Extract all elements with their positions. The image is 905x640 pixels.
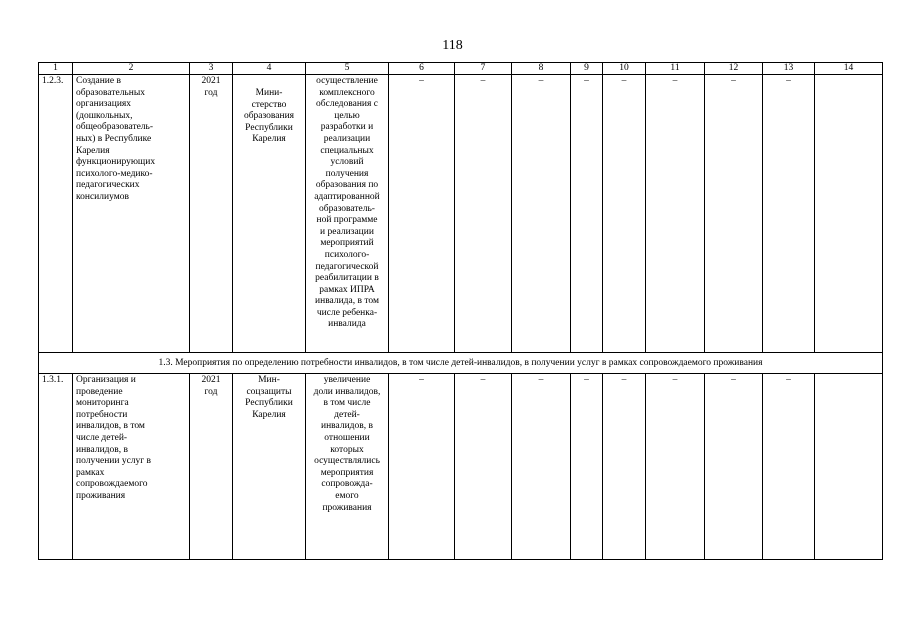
deadline: 2021 год [190,75,233,353]
col-header: 10 [603,63,646,75]
col-header: 5 [306,63,389,75]
executor: Мин- соцзащиты Республики Карелия [233,374,306,560]
col-header: 1 [39,63,73,75]
col-header: 2 [73,63,190,75]
page-number: 118 [442,38,463,53]
dash-cell: – [512,374,571,560]
col-header: 6 [389,63,455,75]
dash-cell: – [705,374,763,560]
section-title: 1.3. Мероприятия по определению потребности инвалидов, в том числе детей-инвалидов, в получении услуг в рамках сопровождаемого проживания [39,353,883,374]
dash-cell: – [603,75,646,353]
col-header: 12 [705,63,763,75]
measure-name: Создание в образовательных организациях (дошкольных, общеобразователь- ных) в Республике Карелия функционирующих психолого-медико- педагогических консилиумов [73,75,190,353]
dash-cell: – [389,374,455,560]
col-header: 4 [233,63,306,75]
dash-cell: – [455,374,512,560]
dash-cell: – [705,75,763,353]
col-header: 3 [190,63,233,75]
row-number: 1.3.1. [39,374,73,560]
dash-cell: – [571,75,603,353]
executor: Мини- стерство образования Республики Карелия [233,75,306,353]
dash-cell: – [571,374,603,560]
col-header: 13 [763,63,815,75]
row-number: 1.2.3. [39,75,73,353]
dash-cell: – [512,75,571,353]
dash-cell: – [603,374,646,560]
dash-cell: – [646,374,705,560]
col-header: 9 [571,63,603,75]
dash-cell: – [763,374,815,560]
measure-name: Организация и проведение мониторинга потребности инвалидов, в том числе детей- инвалидов, в получении услуг в рамках сопровождаемого проживания [73,374,190,560]
program-table [38,62,883,560]
col-header: 14 [815,63,883,75]
expected-result: осуществление комплексного обследования с целью разработки и реализации специальных условий получения образования по адаптированной образователь- ной программе и реализации мероприятий психолого- педагогической реабилитации в рамках ИПРА инвалида, в том числе ребенка- инвалида [306,75,389,353]
empty-cell [815,374,883,560]
col-header: 8 [512,63,571,75]
col-header: 11 [646,63,705,75]
col-header: 7 [455,63,512,75]
table-row [39,75,883,353]
dash-cell: – [646,75,705,353]
section-row [39,353,883,374]
dash-cell: – [763,75,815,353]
dash-cell: – [389,75,455,353]
column-numbers-row [39,63,883,75]
table-row [39,374,883,560]
empty-cell [815,75,883,353]
deadline: 2021 год [190,374,233,560]
dash-cell: – [455,75,512,353]
expected-result: увеличение доли инвалидов, в том числе детей- инвалидов, в отношении которых осуществлялись мероприятия сопровожда- емого проживания [306,374,389,560]
